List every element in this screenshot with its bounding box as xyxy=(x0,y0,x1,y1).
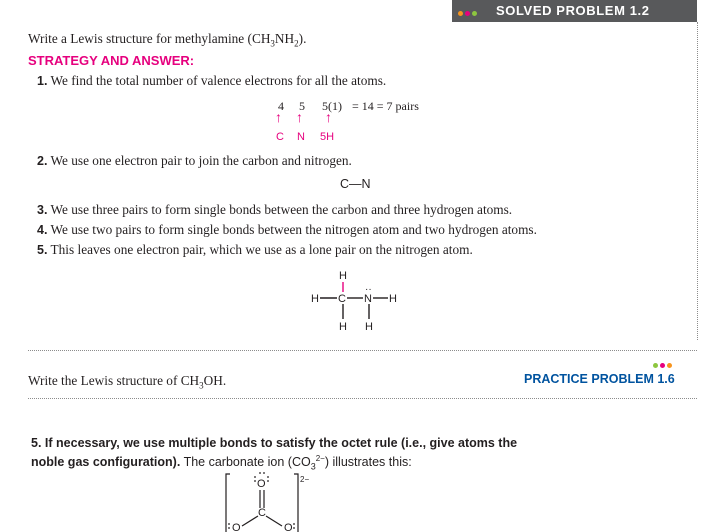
atom-h: H xyxy=(365,321,373,333)
practice-sub: 3 xyxy=(199,380,204,391)
step-number: 1. xyxy=(37,74,48,88)
step-4 xyxy=(37,222,537,238)
banner-dot xyxy=(458,11,463,16)
practice-top-rule xyxy=(28,350,697,351)
ion-charge: 2− xyxy=(300,475,310,484)
step-1 xyxy=(37,73,386,89)
practice-text-part: OH. xyxy=(203,373,227,388)
step-number: 2. xyxy=(37,154,48,168)
cn-bond: C—N xyxy=(340,177,371,191)
count-atom-h: 5H xyxy=(320,131,335,143)
step-number: 5. xyxy=(37,243,48,257)
step-2 xyxy=(37,153,352,169)
arrow-up-icon: ↑ xyxy=(296,111,303,126)
atom-o: O xyxy=(257,478,266,490)
atom-h: H xyxy=(311,293,319,305)
problem-text: NH xyxy=(274,31,295,46)
count-equation: = 14 = 7 pairs xyxy=(352,99,419,113)
atom-o: O xyxy=(284,522,293,532)
strategy-heading: STRATEGY AND ANSWER: xyxy=(28,53,195,68)
rule-text: The carbonate ion (CO xyxy=(183,455,311,470)
right-bracket xyxy=(294,474,298,532)
atom-o: O xyxy=(232,522,241,532)
arrow-up-icon: ↑ xyxy=(325,111,332,126)
atom-n: N xyxy=(364,293,372,305)
practice-label: PRACTICE PROBLEM 1.6 xyxy=(524,372,675,386)
count-atom-n: N xyxy=(297,131,305,143)
count-n1: 4 xyxy=(278,99,284,113)
atom-c: C xyxy=(338,293,346,305)
rule-sub: 3 xyxy=(310,461,316,472)
rule-text: ) illustrates this: xyxy=(324,455,412,470)
practice-dot xyxy=(667,363,672,368)
atom-h: H xyxy=(339,270,347,282)
problem-statement xyxy=(28,31,306,49)
practice-dot xyxy=(660,363,665,368)
step-number: 4. xyxy=(37,223,48,237)
step-text: We use one electron pair to join the carbon and nitrogen. xyxy=(50,153,352,168)
problem-text: Write a Lewis structure for methylamine (CH xyxy=(28,31,271,46)
rule-bold-text: If necessary, we use multiple bonds to satisfy the octet rule (i.e., give atoms the noble gas configuration). xyxy=(31,436,518,470)
arrow-up-icon: ↑ xyxy=(275,111,282,126)
problem-sub: 2 xyxy=(294,38,299,49)
step-5 xyxy=(37,242,473,258)
step-text: We use three pairs to form single bonds between the carbon and three hydrogen atoms. xyxy=(50,202,513,217)
problem-sub: 3 xyxy=(270,38,275,49)
banner-label: SOLVED PROBLEM 1.2 xyxy=(496,3,650,18)
step-text: This leaves one electron pair, which we use as a lone pair on the nitrogen atom. xyxy=(50,242,473,257)
methylamine-lewis-structure xyxy=(300,262,410,342)
practice-text-part: Write the Lewis structure of CH xyxy=(28,373,200,388)
practice-bottom-rule xyxy=(28,398,697,399)
bond-c-o-left xyxy=(242,516,258,526)
step-text: We find the total number of valence electrons for all the atoms. xyxy=(50,73,387,88)
count-n3: 5(1) xyxy=(322,99,342,113)
banner-dot xyxy=(465,11,470,16)
rule-sup: 2− xyxy=(315,454,325,463)
problem-text: ). xyxy=(298,31,307,46)
solved-problem-banner xyxy=(452,0,697,22)
right-border xyxy=(697,22,698,340)
count-n2: 5 xyxy=(299,99,305,113)
atom-h: H xyxy=(339,321,347,333)
atom-h: H xyxy=(389,293,397,305)
practice-dot xyxy=(653,363,658,368)
rule-number: 5. xyxy=(31,436,42,450)
banner-dot xyxy=(472,11,477,16)
practice-text xyxy=(28,373,226,391)
step-number: 3. xyxy=(37,203,48,217)
lone-pair: ·· xyxy=(365,284,372,295)
atom-c: C xyxy=(258,507,266,519)
count-atom-c: C xyxy=(276,131,284,143)
carbonate-lewis-structure xyxy=(222,468,310,532)
bond-c-o-right xyxy=(266,516,282,526)
step-3 xyxy=(37,202,512,218)
banner-dots xyxy=(458,5,479,23)
step-text: We use two pairs to form single bonds between the nitrogen atom and two hydrogen atoms. xyxy=(50,222,537,237)
